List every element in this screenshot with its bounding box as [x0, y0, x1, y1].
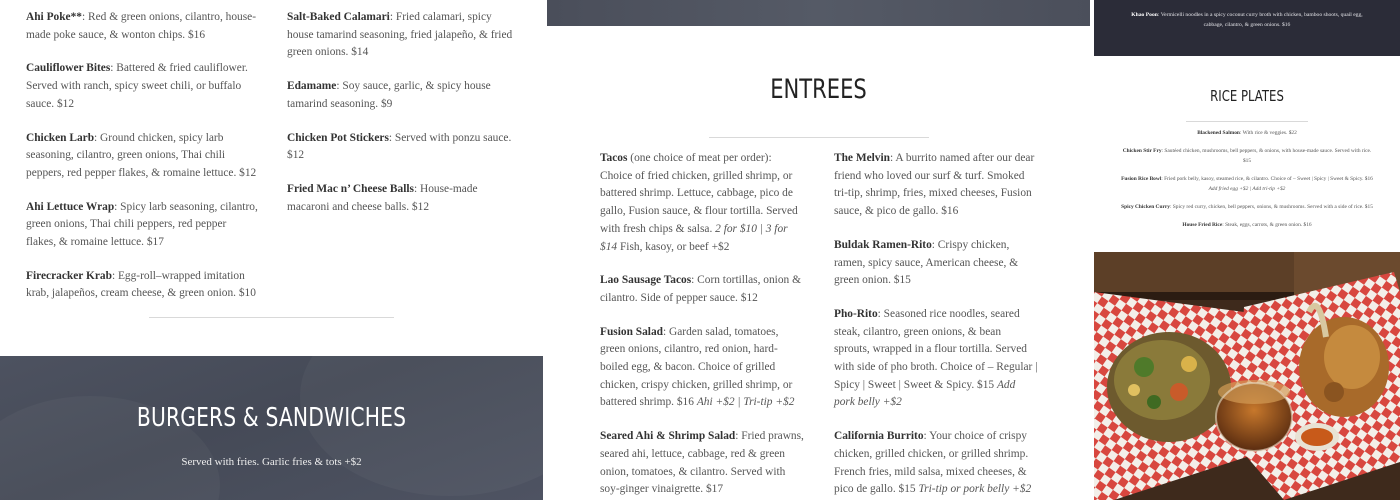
menu-item-name: Pho-Rito	[834, 307, 878, 320]
menu-item-name: Khao Poon	[1131, 12, 1158, 18]
menu-item-desc: : A burrito named after our dear friend who loved our surf & turf. Smoked tri-tip, shrimp, fries, mixed cheeses, Fusion sauce, & pico de gallo. $16	[834, 152, 1035, 218]
menu-item-name: Salt-Baked Calamari	[287, 11, 390, 23]
entrees-right-list	[834, 150, 1039, 500]
appetizers-left-list	[26, 9, 258, 319]
menu-item-chicken-larb	[26, 130, 258, 183]
menu-item-desc: : Soy sauce, garlic, & spicy house tamarind seasoning. $9	[287, 80, 491, 110]
food-photo-icon	[1094, 252, 1400, 500]
menu-item-name: Blackened Salmon	[1197, 130, 1240, 136]
appetizers-right-list	[287, 9, 520, 232]
food-photo-illustration	[1094, 252, 1400, 500]
menu-item-chicken-stir-fry	[1120, 146, 1374, 166]
menu-item-name: Chicken Stir Fry	[1122, 148, 1162, 154]
burgers-subtitle: Served with fries. Garlic fries & tots +$2	[181, 456, 362, 468]
menu-item-buldak-ramen-rito	[834, 237, 1039, 290]
menu-item-name: Spicy Chicken Curry	[1121, 204, 1170, 210]
menu-item-desc: : Garden salad, tomatoes, green onions, cilantro, red onion, hard-boiled egg, & bacon. Choice of grilled chicken, crispy chicken, grilled shrimp, or battered shrimp. $16	[600, 325, 793, 409]
menu-item-cauliflower-bites	[26, 60, 258, 113]
menu-item-chicken-pot-stickers	[287, 130, 520, 165]
entrees-left-list	[600, 150, 805, 500]
menu-item-option: 2 for $10 | 3 for $14	[600, 222, 788, 253]
menu-item-name: Fusion Rice Bowl	[1121, 176, 1162, 182]
menu-item-name: Cauliflower Bites	[26, 62, 111, 75]
menu-item-fusion-salad	[600, 324, 805, 413]
menu-item-tacos	[600, 150, 805, 256]
section-divider	[709, 137, 929, 138]
menu-item-desc: : Spicy red curry, chicken, bell peppers, onions, & mushrooms. Served with a side of rice. $15	[1169, 204, 1373, 210]
rice-plates-list	[1120, 128, 1374, 238]
menu-item-name: California Burrito	[834, 430, 924, 443]
menu-item-california-burrito	[834, 428, 1039, 499]
menu-item-salt-baked-calamari	[287, 9, 520, 62]
menu-item-name: Chicken Pot Stickers	[287, 131, 389, 144]
menu-item-house-fried-rice	[1120, 220, 1374, 230]
menu-item-desc: : Served with ponzu sauce. $12	[287, 131, 512, 162]
menu-item-desc: : Steak, eggs, carrots, & green onion. $16	[1222, 222, 1312, 228]
menu-item-desc: : Seasoned rice noodles, seared steak, cilantro, green onions, & bean sprouts, wrapped in a flour tortilla. Served with side of pho broth. Choice of – Regular | Spicy | Sweet | Sweet & Spicy. $15	[834, 307, 1038, 391]
menu-item-seared-ahi-shrimp-salad	[600, 428, 805, 499]
menu-item-edamame	[287, 78, 520, 113]
menu-item-desc: : House-made macaroni and cheese balls. $12	[287, 182, 478, 213]
menu-item-desc: : Battered & fried cauliflower. Served with ranch, spicy sweet chili, or buffalo sauce. $12	[26, 62, 248, 110]
burgers-title: BURGERS & SANDWICHES	[136, 403, 407, 433]
menu-item-desc: : Ground chicken, spicy larb seasoning, cilantro, green onions, Thai chili peppers, red pepper flakes, & romaine lettuce. $12	[26, 131, 257, 179]
entrees-title: ENTREES	[770, 74, 867, 105]
burgers-section-banner	[0, 356, 543, 500]
menu-item-desc: : Fried calamari, spicy house tamarind seasoning, fried jalapeño, & fried green onions. $14	[287, 11, 513, 59]
top-image-strip	[547, 0, 1090, 26]
menu-item-ahi-poke	[26, 9, 258, 44]
menu-item-name: Buldak Ramen-Rito	[834, 238, 932, 251]
menu-item-desc: : With rice & veggies. $22	[1239, 130, 1297, 136]
menu-item-fried-mac-cheese-balls	[287, 181, 520, 216]
menu-item-desc: : Crispy chicken, ramen, spicy sauce, American cheese, & green onion. $15	[834, 238, 1019, 287]
menu-item-lao-sausage-tacos	[600, 272, 805, 307]
menu-item-name: Firecracker Krab	[26, 269, 112, 282]
section-divider	[1186, 121, 1308, 122]
menu-item-the-melvin	[834, 150, 1039, 221]
menu-item-name: Lao Sausage Tacos	[600, 274, 692, 287]
menu-item-name: Tacos	[600, 152, 628, 164]
entrees-column	[547, 0, 1090, 500]
menu-item-name: Ahi Lettuce Wrap	[26, 200, 115, 213]
menu-item-name: Seared Ahi & Shrimp Salad	[600, 430, 736, 443]
menu-item-desc: : Sautéed chicken, mushrooms, bell peppers, & onions, with house-made sauce. Served with rice. $15	[1161, 148, 1372, 164]
menu-item-desc: (one choice of meat per order): Choice of fried chicken, grilled shrimp, or battered shrimp. Lettuce, cabbage, pico de gallo, Fusion sauce, & flour tortilla. Served with fresh chips & salsa.	[600, 152, 798, 235]
menu-item-name: Chicken Larb	[26, 131, 95, 144]
menu-item-option: Add pork belly +$2	[834, 378, 1016, 409]
menu-item-ahi-lettuce-wrap	[26, 199, 258, 252]
menu-item-desc: : Spicy larb seasoning, cilantro, green onions, Thai chili peppers, red pepper flakes, & romaine lettuce. $17	[26, 200, 258, 249]
menu-item-desc: : Egg-roll–wrapped imitation krab, jalapeños, cream cheese, & green onion. $10	[26, 269, 256, 300]
menu-item-option: Tri-tip or pork belly +$2	[918, 483, 1032, 496]
section-divider	[149, 317, 394, 318]
rice-plates-column	[1094, 0, 1400, 500]
khao-poon-banner	[1094, 0, 1400, 56]
menu-item-desc: : Fried prawns, seared ahi, lettuce, cabbage, red & green onion, tomatoes, & cilantro. Served with soy-ginger vinaigrette. $17	[600, 430, 804, 496]
menu-item-name: Edamame	[287, 80, 337, 93]
rice-plates-title: RICE PLATES	[1210, 87, 1284, 105]
menu-item-desc: : Fried pork belly, kasoy, steamed rice, & cilantro. Choice of – Sweet | Spicy | Sweet & Spicy. $16	[1161, 176, 1373, 182]
menu-item-desc: : Your choice of crispy chicken, grilled chicken, or grilled shrimp. French fries, mild salsa, mixed cheeses, & pico de gallo. $15	[834, 430, 1029, 496]
menu-item-blackened-salmon	[1120, 128, 1374, 138]
menu-item-desc: : Red & green onions, cilantro, house-made poke sauce, & wonton chips. $16	[26, 11, 257, 41]
menu-item-name: House Fried Rice	[1182, 222, 1223, 228]
menu-item-name: The Melvin	[834, 152, 891, 164]
menu-item-option: Ahi +$2 | Tri-tip +$2	[696, 396, 795, 409]
menu-item-pho-rito	[834, 306, 1039, 412]
menu-item-name: Fusion Salad	[600, 325, 663, 338]
menu-item-option: Add fried egg +$2 | Add tri-tip +$2	[1208, 186, 1286, 192]
menu-item-desc: : Corn tortillas, onion & cilantro. Side of pepper sauce. $12	[600, 274, 801, 304]
menu-item-name: Fried Mac n’ Cheese Balls	[287, 182, 414, 195]
appetizers-column	[0, 0, 543, 500]
menu-item-khao-poon	[1124, 10, 1370, 30]
menu-item-name: Ahi Poke**	[26, 11, 83, 23]
menu-item-fusion-rice-bowl	[1120, 174, 1374, 194]
menu-item-spicy-chicken-curry	[1120, 202, 1374, 212]
menu-item-firecracker-krab	[26, 268, 258, 303]
menu-item-extra: Fish, kasoy, or beef +$2	[617, 240, 730, 253]
menu-item-desc: : Vermicelli noodles in a spicy coconut curry broth with chicken, bamboo shoots, quail egg, cabbage, cilantro, & green onions. $16	[1157, 12, 1363, 28]
